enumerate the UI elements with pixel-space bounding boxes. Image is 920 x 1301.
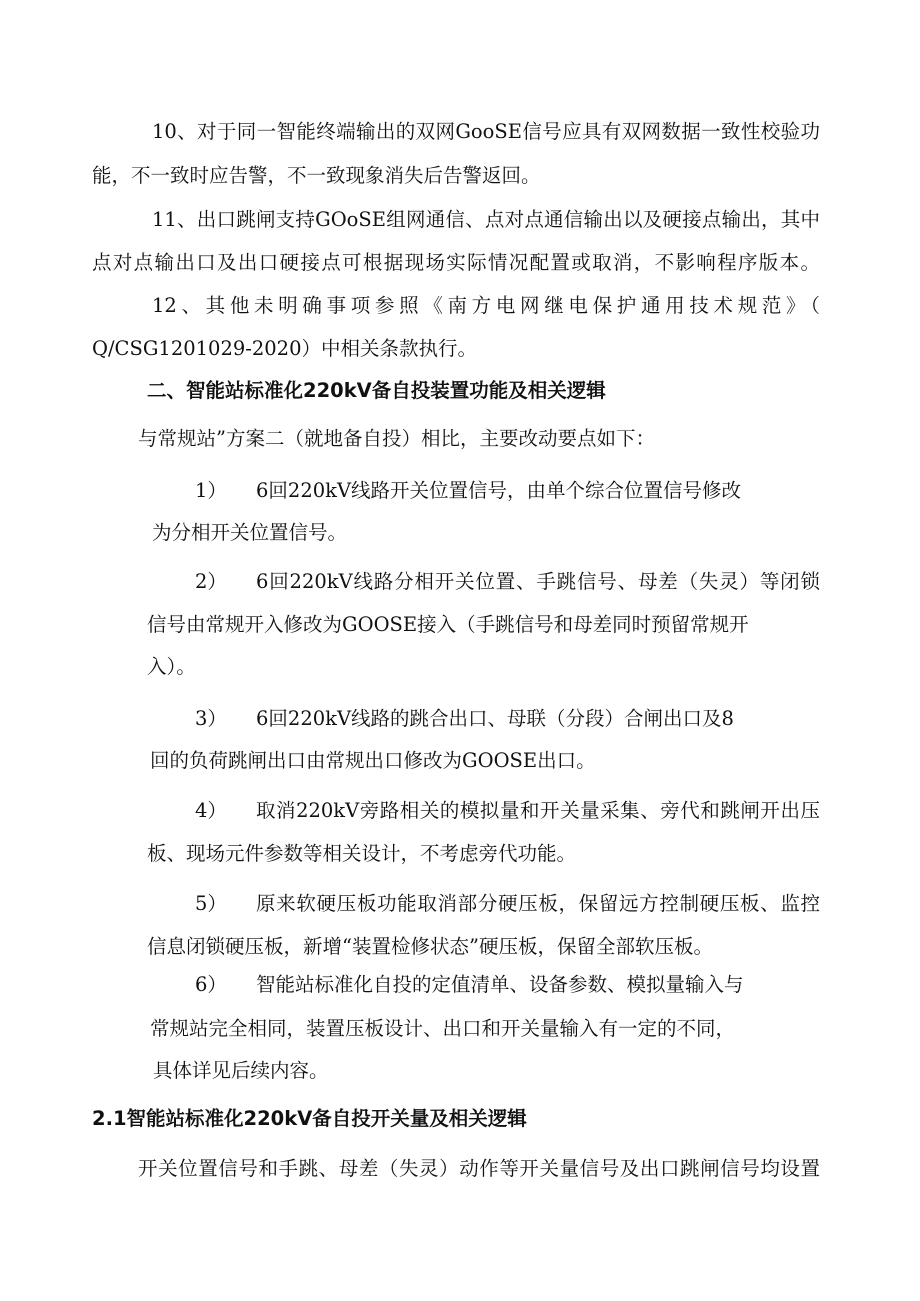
- section-2-1-body-line-1: 开关位置信号和手跳、母差（失灵）动作等开关量信号及出口跳闸信号均设置: [138, 1157, 820, 1180]
- item-2-number: 2）: [195, 570, 227, 593]
- item-1-line-1: 6回220kV线路开关位置信号，由单个综合位置信号修改: [256, 479, 742, 502]
- paragraph-11-line-1: 11、出口跳闸支持GOoSE组网通信、点对点通信输出以及硬接点输出，其中: [152, 208, 820, 231]
- paragraph-10-line-1: 10、对于同一智能终端输出的双网GooSE信号应具有双网数据一致性校验功: [152, 120, 820, 143]
- item-4-line-1: 取消220kV旁路相关的模拟量和开关量采集、旁代和跳闸开出压: [256, 799, 820, 822]
- item-5-number: 5）: [195, 892, 227, 915]
- item-6-line-1: 智能站标准化自投的定值清单、设备参数、模拟量输入与: [256, 973, 744, 996]
- item-3-line-1: 6回220kV线路的跳合出口、母联（分段）合闸出口及8: [256, 707, 734, 730]
- section-2-heading: 二、智能站标准化220kV备自投装置功能及相关逻辑: [147, 379, 606, 402]
- item-5-line-2: 信息闭锁硬压板，新增“装置检修状态”硬压板，保留全部软压板。: [147, 935, 713, 958]
- paragraph-10-line-2: 能，不一致时应告警，不一致现象消失后告警返回。: [92, 164, 541, 187]
- item-2-line-2: 信号由常规开入修改为GOOSE接入（手跳信号和母差同时预留常规开: [147, 613, 749, 636]
- item-6-line-2: 常规站完全相同，装置压板设计、出口和开关量输入有一定的不同，: [150, 1017, 736, 1040]
- section-2-intro: 与常规站”方案二（就地备自投）相比，主要改动要点如下：: [138, 427, 655, 450]
- section-2-1-heading: 2.1智能站标准化220kV备自投开关量及相关逻辑: [92, 1107, 527, 1130]
- item-4-number: 4）: [195, 799, 227, 822]
- item-2-line-1: 6回220kV线路分相开关位置、手跳信号、母差（失灵）等闭锁: [256, 570, 820, 593]
- paragraph-11-line-2: 点对点输出口及出口硬接点可根据现场实际情况配置或取消，不影响程序版本。: [92, 251, 820, 274]
- item-3-number: 3）: [195, 707, 227, 730]
- item-4-line-2: 板、现场元件参数等相关设计，不考虑旁代功能。: [147, 842, 577, 865]
- item-3-line-2: 回的负荷跳闸出口由常规出口修改为GOOSE出口。: [150, 749, 596, 772]
- item-1-line-2: 为分相开关位置信号。: [152, 521, 348, 544]
- item-6-number: 6）: [195, 973, 227, 996]
- paragraph-12-line-2: Q/CSG1201029-2020）中相关条款执行。: [92, 337, 477, 360]
- item-1-number: 1）: [195, 479, 227, 502]
- item-6-line-3: 具体详见后续内容。: [153, 1059, 329, 1082]
- item-5-line-1: 原来软硬压板功能取消部分硬压板，保留远方控制硬压板、监控: [256, 892, 820, 915]
- paragraph-12-line-1: 12、其他未明确事项参照《南方电网继电保护通用技术规范》（: [152, 294, 820, 317]
- item-2-line-3: 入）。: [147, 655, 196, 678]
